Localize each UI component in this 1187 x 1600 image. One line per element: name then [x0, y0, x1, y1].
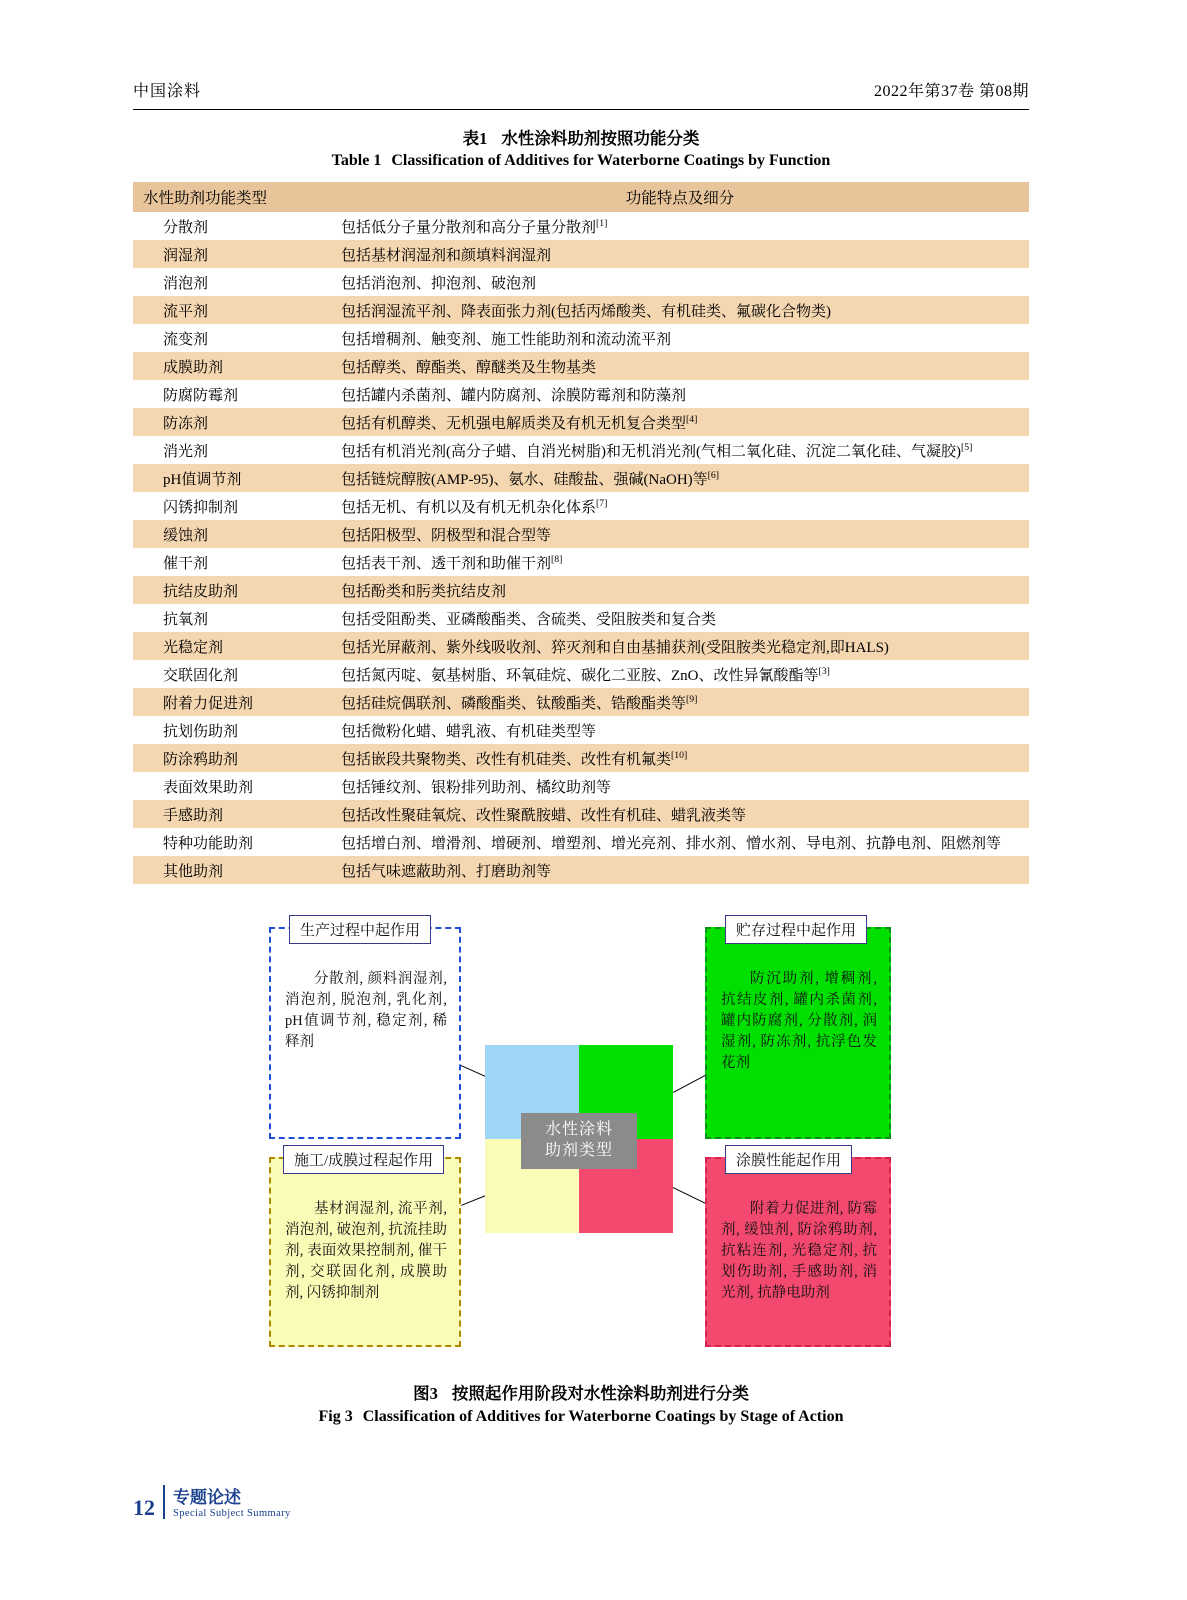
figure-caption-en-text: Classification of Additives for Waterborne Coatings by Stage of Action	[362, 1408, 844, 1425]
table-row	[133, 856, 1029, 884]
table-row	[133, 352, 1029, 380]
box-application	[269, 1153, 461, 1347]
box-film-performance-text: 附着力促进剂, 防霉剂, 缓蚀剂, 防涂鸦助剂, 抗粘连剂, 光稳定剂, 抗划伤助剂, 手感助剂, 消光剂, 抗静电助剂	[721, 1201, 877, 1302]
reference-marker: [6]	[707, 469, 720, 481]
table-cell-desc-text: 包括锤纹剂、银粉排列助剂、橘纹助剂等	[341, 779, 612, 796]
table-cell-desc-text: 包括表干剂、透干剂和助催干剂	[341, 555, 552, 572]
reference-marker: [4]	[686, 413, 698, 425]
table-cell-desc-text: 包括酚类和肟类抗结皮剂	[341, 583, 507, 600]
connector-br	[672, 1187, 707, 1205]
table-cell-type: 分散剂	[133, 212, 331, 240]
table-cell-desc	[331, 352, 1029, 380]
table-row	[133, 212, 1029, 240]
figure-caption-cn-number: 图3	[413, 1384, 438, 1403]
box-storage	[705, 923, 891, 1139]
reference-marker: [9]	[686, 693, 698, 705]
table-cell-desc-text: 包括改性聚硅氧烷、改性聚酰胺蜡、改性有机硅、蜡乳液类等	[341, 807, 747, 824]
issue-info: 2022年第37卷 第08期	[873, 83, 1029, 100]
table-row	[133, 744, 1029, 772]
connector-tr	[673, 1074, 707, 1093]
table-cell-desc	[331, 828, 1029, 856]
table-cell-desc-text: 包括润湿流平剂、降表面张力剂(包括丙烯酸类、有机硅类、氟碳化合物类)	[341, 303, 831, 320]
table-row	[133, 604, 1029, 632]
table-caption-en-number: Table 1	[331, 152, 382, 169]
table-caption-en-text: Classification of Additives for Waterborne Coatings by Function	[391, 152, 831, 169]
table-cell-desc-text: 包括低分子量分散剂和高分子量分散剂	[341, 219, 597, 236]
table-row	[133, 408, 1029, 436]
table-row	[133, 520, 1029, 548]
table-cell-type: 表面效果助剂	[133, 772, 331, 800]
table-cell-type: 防腐防霉剂	[133, 380, 331, 408]
table-caption-cn	[133, 125, 1029, 149]
table-cell-type: 抗划伤助剂	[133, 716, 331, 744]
table-header-row	[133, 182, 1029, 212]
table-cell-type: 润湿剂	[133, 240, 331, 268]
table-cell-desc-text: 包括阳极型、阴极型和混合型等	[341, 527, 552, 544]
reference-marker: [3]	[818, 665, 830, 677]
table-cell-desc	[331, 212, 1029, 240]
additives-table	[133, 182, 1029, 884]
figure-caption-en	[133, 1408, 1029, 1426]
table-cell-desc-text: 包括受阻酚类、亚磷酸酯类、含硫类、受阻胺类和复合类	[341, 611, 717, 628]
footer-section-en: Special Subject Summary	[173, 1508, 291, 1519]
table-cell-type: 附着力促进剂	[133, 688, 331, 716]
table-row	[133, 632, 1029, 660]
center-label-line1: 水性涂料	[544, 1121, 613, 1139]
box-film-performance	[705, 1153, 891, 1347]
table-cell-desc-text: 包括醇类、醇酯类、醇醚类及生物基类	[341, 359, 597, 376]
table-row	[133, 716, 1029, 744]
table-cell-type: 光稳定剂	[133, 632, 331, 660]
table-cell-desc	[331, 632, 1029, 660]
table-cell-type: 流变剂	[133, 324, 331, 352]
table-cell-desc-text: 包括有机醇类、无机强电解质类及有机无机复合类型	[341, 415, 687, 432]
table-cell-desc	[331, 688, 1029, 716]
table-cell-type: 其他助剂	[133, 856, 331, 884]
table-caption-cn-number: 表1	[462, 129, 488, 148]
table-row	[133, 268, 1029, 296]
table-cell-desc	[331, 380, 1029, 408]
figure-caption-en-number: Fig 3	[318, 1408, 353, 1425]
table-cell-desc	[331, 464, 1029, 492]
table-row	[133, 380, 1029, 408]
table-cell-desc	[331, 604, 1029, 632]
table-cell-desc-text: 包括光屏蔽剂、紫外线吸收剂、猝灭剂和自由基捕获剂(受阻胺类光稳定剂,即HALS)	[341, 639, 889, 656]
table-cell-desc	[331, 492, 1029, 520]
figure-caption-cn	[133, 1380, 1029, 1404]
table-row	[133, 660, 1029, 688]
table-cell-desc	[331, 660, 1029, 688]
table-cell-type: 特种功能助剂	[133, 828, 331, 856]
table-cell-desc	[331, 800, 1029, 828]
table-cell-desc	[331, 856, 1029, 884]
table-row	[133, 436, 1029, 464]
table-cell-type: 成膜助剂	[133, 352, 331, 380]
table-cell-desc-text: 包括增稠剂、触变剂、施工性能助剂和流动流平剂	[341, 331, 672, 348]
table-cell-desc-text: 包括基材润湿剂和颜填料润湿剂	[341, 247, 552, 264]
page-number: 12	[133, 1495, 155, 1520]
table-cell-desc-text: 包括无机、有机以及有机无机杂化体系	[341, 499, 597, 516]
reference-marker: [8]	[551, 553, 563, 565]
table-cell-desc	[331, 520, 1029, 548]
table-row	[133, 548, 1029, 576]
table-cell-desc	[331, 548, 1029, 576]
figure-3	[133, 905, 1029, 1365]
table-row	[133, 688, 1029, 716]
table-row	[133, 492, 1029, 520]
table-cell-desc-text: 包括链烷醇胺(AMP-95)、氨水、硅酸盐、强碱(NaOH)等	[341, 471, 708, 488]
table-cell-type: 缓蚀剂	[133, 520, 331, 548]
table-cell-type: 消光剂	[133, 436, 331, 464]
table-cell-desc	[331, 576, 1029, 604]
table-row	[133, 800, 1029, 828]
table-header-desc: 功能特点及细分	[331, 182, 1029, 212]
box-application-text: 基材润湿剂, 流平剂, 消泡剂, 破泡剂, 抗流挂助剂, 表面效果控制剂, 催干剂, 交联固化剂, 成膜助剂, 闪锈抑制剂	[285, 1201, 447, 1302]
table-cell-desc	[331, 296, 1029, 324]
table-header-type: 水性助剂功能类型	[133, 182, 331, 212]
box-film-performance-title: 涂膜性能起作用	[725, 1145, 852, 1174]
table-cell-type: 防冻剂	[133, 408, 331, 436]
table-cell-desc	[331, 408, 1029, 436]
table-row	[133, 464, 1029, 492]
center-label-line2: 助剂类型	[544, 1142, 613, 1159]
table-cell-desc	[331, 716, 1029, 744]
footer-divider	[163, 1485, 165, 1519]
box-storage-text: 防沉助剂, 增稠剂, 抗结皮剂, 罐内杀菌剂, 罐内防腐剂, 分散剂, 润湿剂, 防冻剂, 抗浮色发花剂	[721, 971, 877, 1072]
table-row	[133, 296, 1029, 324]
box-production-text: 分散剂, 颜料润湿剂, 消泡剂, 脱泡剂, 乳化剂, pH值调节剂, 稳定剂, 稀释剂	[285, 971, 447, 1051]
table-row	[133, 324, 1029, 352]
table-body	[133, 212, 1029, 884]
box-production-title: 生产过程中起作用	[289, 915, 431, 944]
table-cell-type: 抗结皮助剂	[133, 576, 331, 604]
table-cell-type: 催干剂	[133, 548, 331, 576]
table-row	[133, 772, 1029, 800]
table-cell-desc-text: 包括增白剂、增滑剂、增硬剂、增塑剂、增光亮剂、排水剂、憎水剂、导电剂、抗静电剂、阻燃剂等	[341, 835, 1002, 852]
reference-marker: [10]	[671, 749, 688, 761]
page-footer	[133, 1485, 291, 1519]
reference-marker: [5]	[961, 441, 973, 453]
table-row	[133, 828, 1029, 856]
table-cell-desc-text: 包括氮丙啶、氨基树脂、环氧硅烷、碳化二亚胺、ZnO、改性异氰酸酯等	[341, 667, 819, 684]
table-caption-cn-text: 水性涂料助剂按照功能分类	[501, 129, 700, 148]
table-cell-desc	[331, 324, 1029, 352]
table-cell-desc	[331, 744, 1029, 772]
table-cell-type: 抗氧剂	[133, 604, 331, 632]
table-cell-type: 手感助剂	[133, 800, 331, 828]
center-label	[521, 1113, 637, 1169]
table-cell-type: 闪锈抑制剂	[133, 492, 331, 520]
table-cell-desc-text: 包括微粉化蜡、蜡乳液、有机硅类型等	[341, 723, 597, 740]
table-cell-desc-text: 包括消泡剂、抑泡剂、破泡剂	[341, 275, 537, 292]
table-cell-type: 防涂鸦助剂	[133, 744, 331, 772]
reference-marker: [1]	[596, 217, 608, 229]
table-cell-desc	[331, 240, 1029, 268]
table-cell-desc	[331, 436, 1029, 464]
table-cell-desc-text: 包括嵌段共聚物类、改性有机硅类、改性有机氟类	[341, 751, 672, 768]
footer-section-cn: 专题论述	[173, 1488, 241, 1508]
table-cell-type: 交联固化剂	[133, 660, 331, 688]
table-cell-desc	[331, 772, 1029, 800]
reference-marker: [7]	[596, 497, 608, 509]
table-cell-desc-text: 包括硅烷偶联剂、磷酸酯类、钛酸酯类、锆酸酯类等	[341, 695, 687, 712]
table-cell-desc-text: 包括罐内杀菌剂、罐内防腐剂、涂膜防霉剂和防藻剂	[341, 387, 687, 404]
table-cell-desc-text: 包括气味遮蔽助剂、打磨助剂等	[341, 863, 552, 880]
table-row	[133, 576, 1029, 604]
table-caption-en	[133, 152, 1029, 170]
table-cell-type: 消泡剂	[133, 268, 331, 296]
table-cell-type: 流平剂	[133, 296, 331, 324]
box-production	[269, 923, 461, 1139]
running-head	[133, 78, 1029, 110]
box-storage-title: 贮存过程中起作用	[725, 915, 867, 944]
table-head	[133, 182, 1029, 212]
figure-caption-cn-text: 按照起作用阶段对水性涂料助剂进行分类	[451, 1384, 749, 1403]
table-cell-desc	[331, 268, 1029, 296]
box-application-title: 施工/成膜过程起作用	[283, 1145, 444, 1174]
table-cell-desc-text: 包括有机消光剂(高分子蜡、自消光树脂)和无机消光剂(气相二氧化硅、沉淀二氧化硅、气凝胶)	[341, 443, 961, 460]
journal-name: 中国涂料	[133, 83, 202, 100]
table-cell-type: pH值调节剂	[133, 464, 331, 492]
table-row	[133, 240, 1029, 268]
